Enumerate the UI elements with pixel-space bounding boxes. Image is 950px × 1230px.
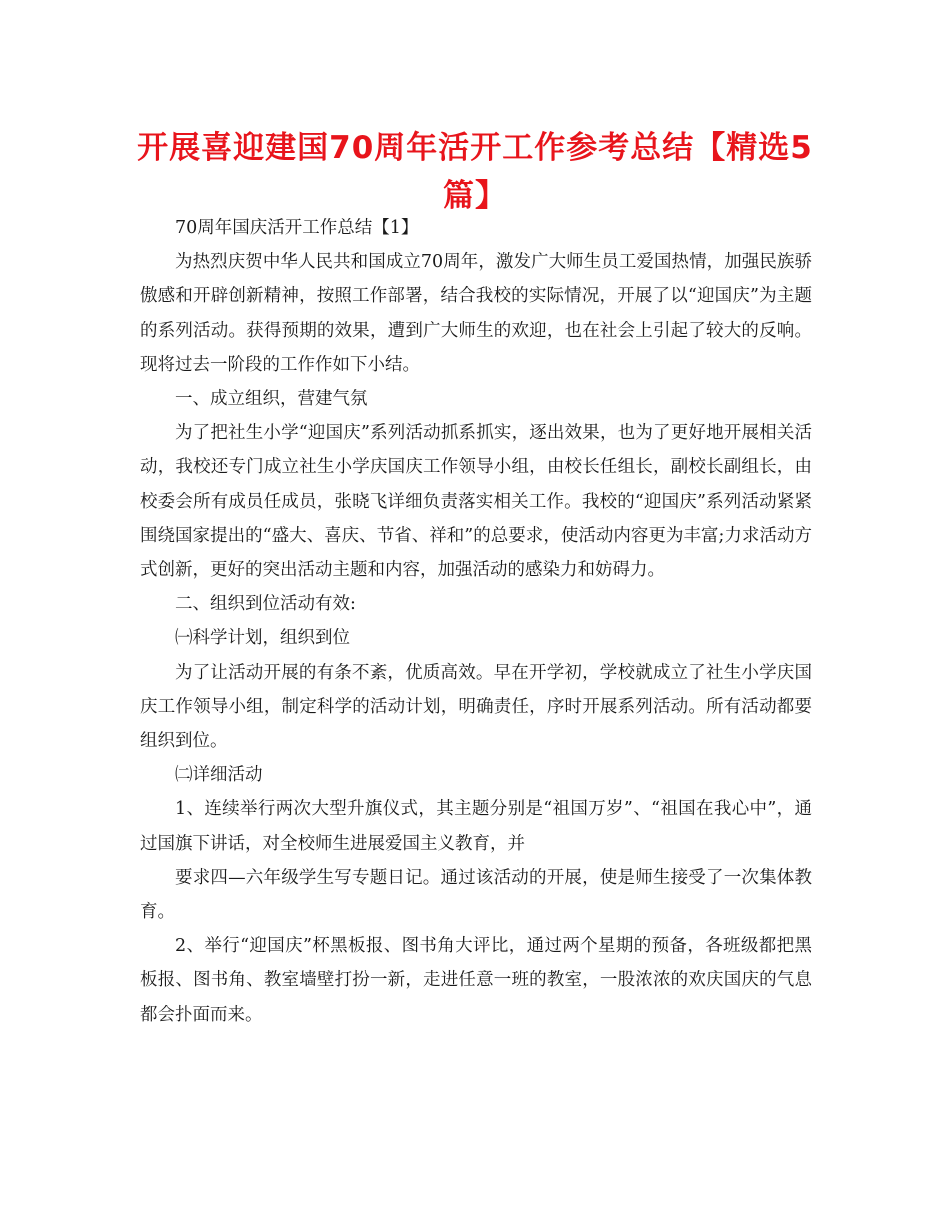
subsection-heading: ㈠科学计划，组织到位 [175,628,350,649]
section-heading: 二、组织到位活动有效: [175,594,356,615]
section-heading: 一、成立组织，营建气氛 [175,389,368,410]
document-title: 开展喜迎建国70周年活开工作参考总结【精选5篇】 [137,130,813,214]
document-body [140,211,812,1032]
body-paragraph: 2、举行“迎国庆”杯黑板报、图书角大评比，通过两个星期的预备，各班级都把黑板报、图书角、教室墙壁打扮一新，走进任意一班的教室，一股浓浓的欢庆国庆的气息都会扑面而来。 [140,936,812,1025]
body-paragraph: 1、连续举行两次大型升旗仪式，其主题分别是“祖国万岁”、“祖国在我心中”，通过国旗下讲话，对全校师生进展爱国主义教育，并 [140,799,812,854]
body-paragraph: 为热烈庆贺中华人民共和国成立70周年，激发广大师生员工爱国热情，加强民族骄傲感和开辟创新精神，按照工作部署，结合我校的实际情况，开展了以“迎国庆”为主题的系列活动。获得预期的效果，遭到广大师生的欢迎，也在社会上引起了较大的反响。现将过去一阶段的工作作如下小结。 [140,252,812,375]
subsection-heading: ㈡详细活动 [175,765,263,786]
section-heading: 70周年国庆活开工作总结【1】 [175,218,419,238]
body-paragraph: 要求四—六年级学生写专题日记。通过该活动的开展，使是师生接受了一次集体教育。 [140,867,812,923]
body-paragraph: 为了把社生小学“迎国庆”系列活动抓系抓实，逐出效果，也为了更好地开展相关活动，我校还专门成立社生小学庆国庆工作领导小组，由校长任组长，副校长副组长，由校委会所有成员任成员，张晓飞详细负责落实相关工作。我校的“迎国庆”系列活动紧紧围绕国家提出的“盛大、喜庆、节省、祥和”的总要求，使活动内容更为丰富;力求活动方式创新，更好的突出活动主题和内容，加强活动的感染力和妨碍力。 [140,423,812,581]
body-paragraph: 为了让活动开展的有条不紊，优质高效。早在开学初，学校就成立了社生小学庆国庆工作领导小组，制定科学的活动计划，明确责任，序时开展系列活动。所有活动都要组织到位。 [140,662,812,752]
